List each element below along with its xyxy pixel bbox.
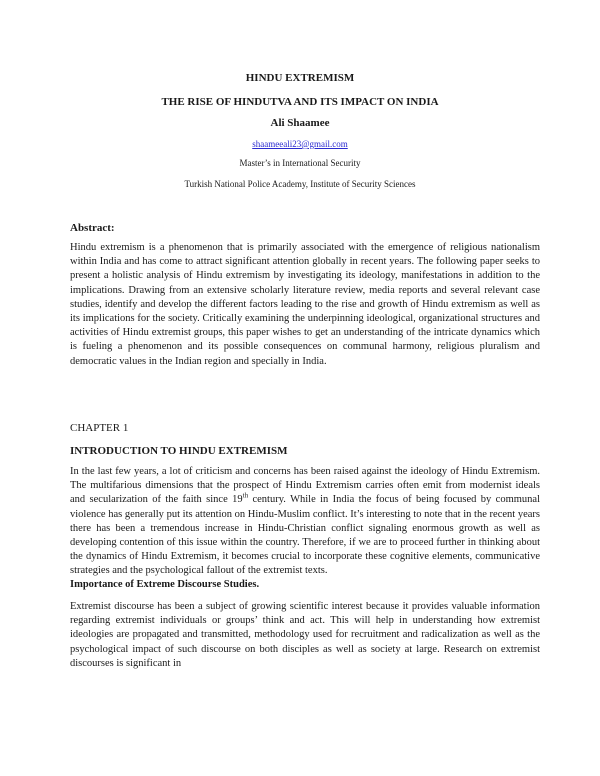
- superscript-th: th: [242, 491, 249, 500]
- intro-text-part-1: In the last few years, a lot of criticism and concerns has been raised against the ideology of Hindu Extremism. The multifarious dimensions that the prospect of Hindu Extremism carries often emit from modernist ideals and secularization of the faith since 19: [70, 466, 540, 506]
- intro-text-part-2: century. While in India the focus of being focused by communal violence has generally put its attention on Hindu-Muslim conflict. It’s interesting to note that in the recent years there has been a tremendous increase in Hindu-Christian conflict signaling enormous growth as well as developing contention of this issue within the country. Therefore, if we are to proceed further in thinking about the dynamics of Hindu Extremism, it becomes crucial to incorporate these cognitive elements, communicative strategies and the psychological fallout of the extremist texts.: [70, 494, 540, 577]
- author-name: Ali Shaamee: [270, 117, 330, 129]
- abstract-heading: Abstract:: [70, 222, 115, 234]
- affiliation-institution: Turkish National Police Academy, Institute of Security Sciences: [184, 179, 416, 189]
- author-email-link[interactable]: shaameeali23@gmail.com: [252, 139, 348, 149]
- title-line-1: HINDU EXTREMISM: [245, 72, 355, 84]
- introduction-paragraph: [70, 465, 540, 579]
- chapter-title: INTRODUCTION TO HINDU EXTREMISM: [70, 445, 288, 457]
- abstract-text: Hindu extremism is a phenomenon that is primarily associated with the emergence of religious nationalism within India and has come to attract significant attention globally in recent years. The following paper seeks to present a holistic analysis of Hindu extremism by investigating its ideology, manifestations in addition to the implications. Drawing from an extensive scholarly literature review, media reports and several relevant case studies, identify and develop the different factors leading to the rise and growth of Hindu extremism as well as its implications for the society. Critically examining the underpinning ideological, organizational structures and activities of Hindu extremist groups, this paper wishes to get an understanding of the intricate dynamics which is fueling a phenomenon and its possible consequences on communal harmony, religious pluralism and democratic values in the Indian region and specially in India.: [70, 242, 540, 367]
- affiliation-degree: Master’s in International Security: [239, 158, 361, 168]
- chapter-label: CHAPTER 1: [70, 422, 129, 434]
- section-heading: Importance of Extreme Discourse Studies.: [70, 579, 260, 590]
- section-paragraph: Extremist discourse has been a subject of growing scientific interest because it provides valuable information regarding extremist individuals or groups’ think and act. This will help in understanding how extremist ideologies are propagated and transmitted, methodology used for recruitment and radicalization as well as the psychological impact of such discourse on both disciples as well as society at large. Research on extremist discourses is significant in: [70, 601, 540, 669]
- title-line-2: THE RISE OF HINDUTVA AND ITS IMPACT ON INDIA: [161, 96, 439, 108]
